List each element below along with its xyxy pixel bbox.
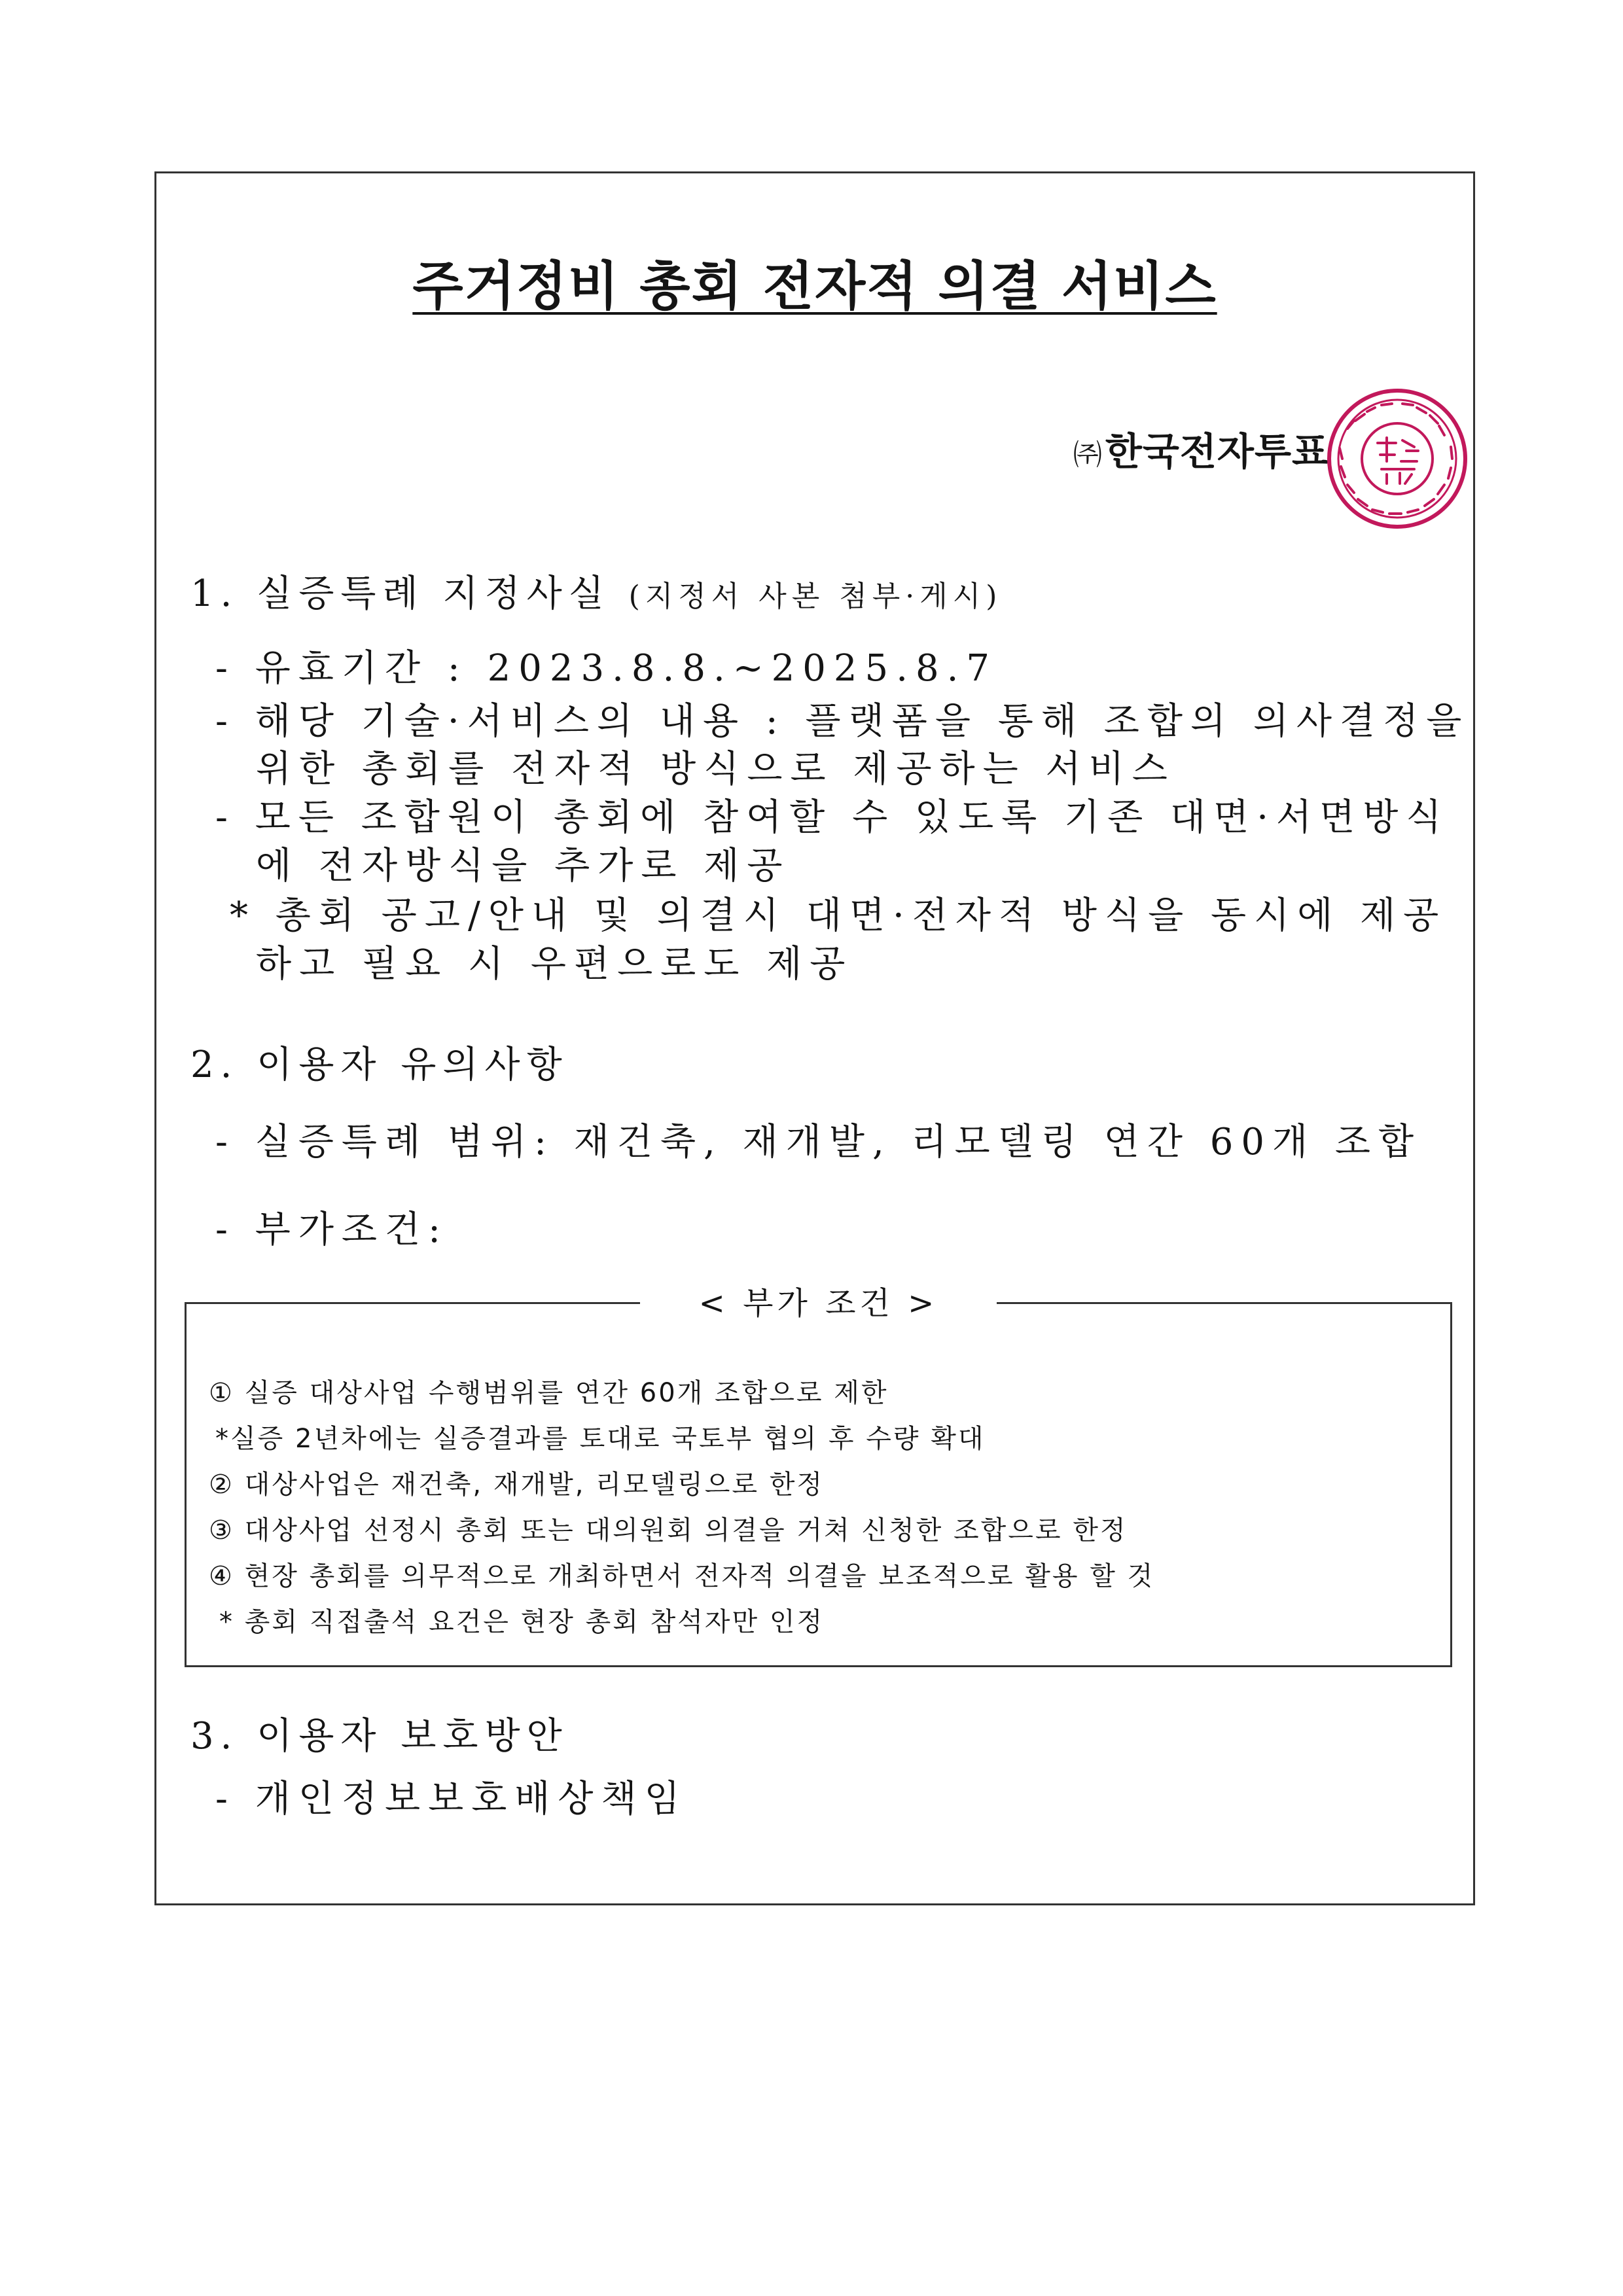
service-content-line-1: - 해당 기술·서비스의 내용 : 플랫폼을 통해 조합의 의사결정을 [215, 700, 1470, 743]
section-1-heading [190, 565, 1002, 617]
company-name-text: 한국전자투표 [1105, 429, 1329, 474]
document-frame [154, 171, 1475, 1905]
section-3-heading: 3. 이용자 보호방안 [190, 1715, 569, 1757]
notice-line-1: * 총회 공고/안내 및 의결시 대면·전자적 방식을 동시에 제공 [230, 894, 1447, 937]
company-seal-icon [1321, 383, 1473, 535]
section-2-heading: 2. 이용자 유의사항 [190, 1044, 569, 1086]
company-name [1073, 421, 1329, 476]
conditions-box-title-wrap [187, 1278, 1450, 1323]
service-content-line-2: 위한 총회를 전자적 방식으로 제공하는 서비스 [256, 748, 1175, 790]
scope-line: - 실증특례 범위: 재건축, 재개발, 리모델링 연간 60개 조합 [215, 1121, 1422, 1163]
document-title-wrap [156, 244, 1473, 319]
section-1-heading-text: 1. 실증특례 지정사실 [190, 573, 611, 615]
company-type-mark: ㈜ [1073, 438, 1103, 472]
conditions-label: - 부가조건: [215, 1209, 448, 1251]
notice-line-2: 하고 필요 시 우편으로도 제공 [256, 943, 853, 985]
validity-period: - 유효기간 : 2023.8.8.~2025.8.7 [215, 647, 998, 690]
document-title: 주거정비 총회 전자적 의결 서비스 [412, 256, 1217, 317]
condition-line: ③ 대상사업 선정시 총회 또는 대의원회 의결을 거쳐 신청한 조합으로 한정 [209, 1515, 1128, 1545]
participation-line-2: 에 전자방식을 추가로 제공 [256, 845, 791, 887]
participation-line-1: - 모든 조합원이 총회에 참여할 수 있도록 기존 대면·서면방식 [215, 796, 1450, 839]
section-1-heading-sub: (지정서 사본 첨부·게시) [628, 580, 1003, 613]
protection-item: - 개인정보보호배상책임 [215, 1778, 688, 1820]
conditions-box-title: < 부가 조건 > [640, 1285, 997, 1322]
conditions-box [185, 1285, 1452, 1667]
condition-note: * 총회 직접출석 요건은 현장 총회 참석자만 인정 [219, 1607, 825, 1637]
condition-line: ① 실증 대상사업 수행범위를 연간 60개 조합으로 제한 [209, 1378, 889, 1408]
condition-line: ② 대상사업은 재건축, 재개발, 리모델링으로 한정 [209, 1470, 825, 1500]
condition-line: ④ 현장 총회를 의무적으로 개최하면서 전자적 의결을 보조적으로 활용 할 것 [209, 1561, 1155, 1591]
condition-note: *실증 2년차에는 실증결과를 토대로 국토부 협의 후 수량 확대 [215, 1424, 986, 1454]
